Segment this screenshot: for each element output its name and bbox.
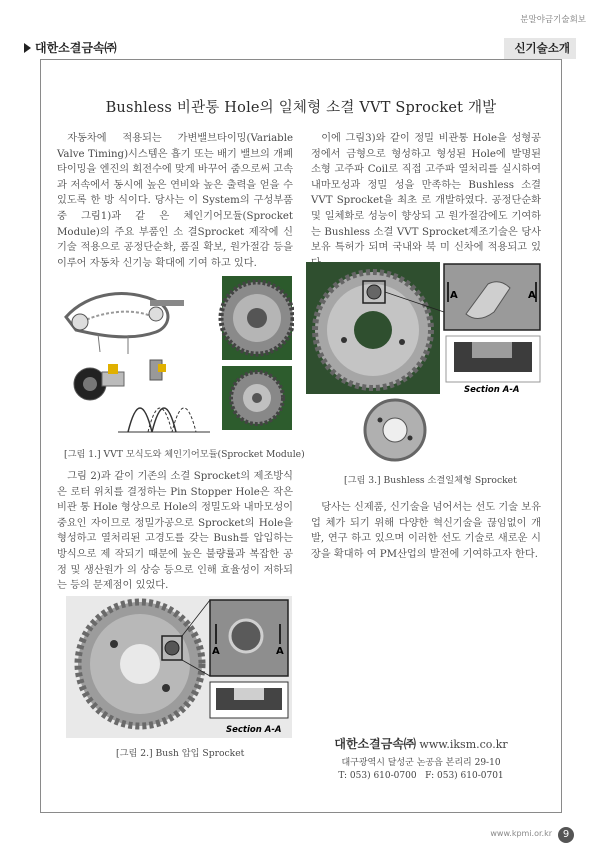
article-title: Bushless 비관통 Hole의 일체형 소결 VVT Sprocket 개발 — [105, 100, 497, 116]
section-arrow-label-a-left: A — [212, 646, 220, 657]
contact-fax: F: 053) 610-0701 — [425, 771, 504, 781]
text-line: 로터 위치를 결정하는 Pin Stopper Hole은 작은 비관 — [57, 486, 293, 514]
section-view-bushless — [446, 336, 540, 395]
hole-closeup — [210, 600, 288, 676]
text-line: 여 PM산업의 발전에 기여하고자 한다. — [366, 548, 538, 560]
page-number: 9 — [558, 827, 574, 843]
vvt-schematic — [58, 272, 218, 434]
company-header-label: 대한소결금속㈜ — [35, 41, 117, 55]
sprocket-module-photo-2 — [222, 366, 292, 430]
text-line: 그림 2)과 같이 기존의 소결 Sprocket의 제조방식은 — [57, 471, 293, 498]
section-arrow-label-a-right: A — [276, 646, 284, 657]
contact-name-line — [314, 735, 528, 752]
footer-url[interactable]: www.kpmi.or.kr — [490, 829, 552, 838]
text-line: 자이므로 정밀가공으로 Sprocket의 Hole을 형성하고 — [57, 517, 293, 545]
text-line: 식이다. 당사는 이 System의 구성부품 중 그림1)과 같 — [57, 195, 293, 222]
text-line: 하고 있으며 이러한 선도 기술로 새로운 시장을 확대하 — [311, 533, 542, 560]
contact-company: 대한소결금속㈜ — [334, 737, 416, 751]
text-line: 확보, 원가절감 등을 이루어 자동차 신기능 확대에 기여 — [57, 242, 293, 269]
sprocket-module-photo-1 — [221, 276, 293, 360]
text-line: 은 체인기어모듈(Sprocket Module)의 주요 부품인 소 — [57, 210, 293, 238]
journal-name: 분말야금기술회보 — [520, 15, 586, 25]
contact-address: 대구광역시 달성군 논공읍 본리리 29-10 — [341, 758, 501, 768]
section-arrow-label-a-right: A — [528, 290, 536, 301]
bushless-sprocket-photo — [306, 262, 440, 394]
paragraph-intro — [57, 131, 293, 271]
text-line: 당사는 신제품, 신기술을 넘어서는 선도 기술 보유 업 — [311, 502, 541, 529]
section-label: Section A-A — [226, 725, 282, 735]
figure-3-caption: [그림 3.] Bushless 소결일체형 Sprocket — [344, 475, 517, 486]
page-header — [24, 38, 576, 58]
text-line: 열처리된 고경도를 갖는 Bush를 압입하는 방식으로 제 — [57, 533, 293, 560]
text-line: 있었다. — [135, 580, 169, 592]
figure-1 — [58, 272, 294, 434]
text-line: 금형으로 형성하고 형성된 Hole에 발명된 소형 고주파 — [311, 148, 541, 176]
figure-1-caption: [그림 1.] VVT 모식도와 체인기어모듈(Sprocket Module) — [64, 449, 305, 460]
text-line: 엔진의 회전수에 맞게 바꾸어 줌으로써 고속과 저속에서 — [57, 164, 293, 191]
figure-3 — [306, 262, 542, 464]
triangle-icon — [24, 43, 31, 53]
paragraph-development — [311, 131, 541, 271]
contact-tel: T: 053) 610-0700 — [338, 771, 417, 781]
text-line: 고 원가절감에도 기여하는 Bushless 소결 VVT — [311, 210, 541, 238]
company-header — [24, 39, 117, 56]
paragraph-vision — [311, 500, 541, 562]
contact-block — [314, 735, 528, 781]
figure-2-caption: [그림 2.] Bush 압입 Sprocket — [116, 748, 245, 759]
contact-phone-line — [314, 771, 528, 781]
text-line: 하고 있다. — [210, 257, 257, 269]
text-line: Timing)시스템은 흡기 또는 배기 밸브의 개폐 타이밍을 — [57, 148, 293, 176]
section-label: 신기술소개 — [504, 38, 576, 59]
text-line: 로 개발하였다. 공정단순화 및 일체화로 성능이 향상되 — [311, 195, 541, 222]
text-line: Sprocket제조기술은 당사 보유 특허가 되며 국내와 북 — [311, 226, 542, 254]
text-line: 미 신차에 적용되고 있 — [439, 242, 541, 254]
text-line: 결Sprocket 제작에 신기술 적용으로 공정단순화, 품질 — [57, 226, 293, 254]
bushless-sprocket-back-photo — [352, 398, 438, 462]
figure-2 — [66, 596, 292, 738]
text-line: 자동차에 적용되는 가변밸브타이밍(Variable Valve — [57, 133, 293, 160]
text-line: 성을 만족하는 Bushless 소결 VVT Sprocket을 최초 — [311, 179, 541, 207]
text-line: 동시에 높은 연비와 높은 출력을 얻을 수 있도록 한 방 — [57, 179, 293, 207]
text-line: 체가 되기 위해 다양한 혁신기술을 끊임없이 개발, 연구 — [311, 517, 541, 545]
paragraph-problem — [57, 469, 293, 594]
text-line: 이에 그림3)와 같이 정밀 비관통 Hole을 성형공정에서 — [311, 133, 541, 160]
text-line: 작되기 때문에 높은 불량률과 복잡한 공정 및 생산원가 — [57, 548, 293, 576]
text-line: 의 상승 등으로 인해 효율성이 저하되는 등의 문제점이 — [57, 564, 293, 592]
section-arrow-label-a-left: A — [450, 290, 458, 301]
contact-url[interactable]: www.iksm.co.kr — [419, 738, 508, 751]
text-line: Coil로 직접 고주파 열처리를 실시하여 내마모성과 정밀 — [311, 164, 541, 191]
section-label: Section A-A — [464, 385, 520, 395]
text-line: 통 Hole 형상으로 Hole의 정밀도와 내마모성이 중요인 — [57, 502, 293, 529]
